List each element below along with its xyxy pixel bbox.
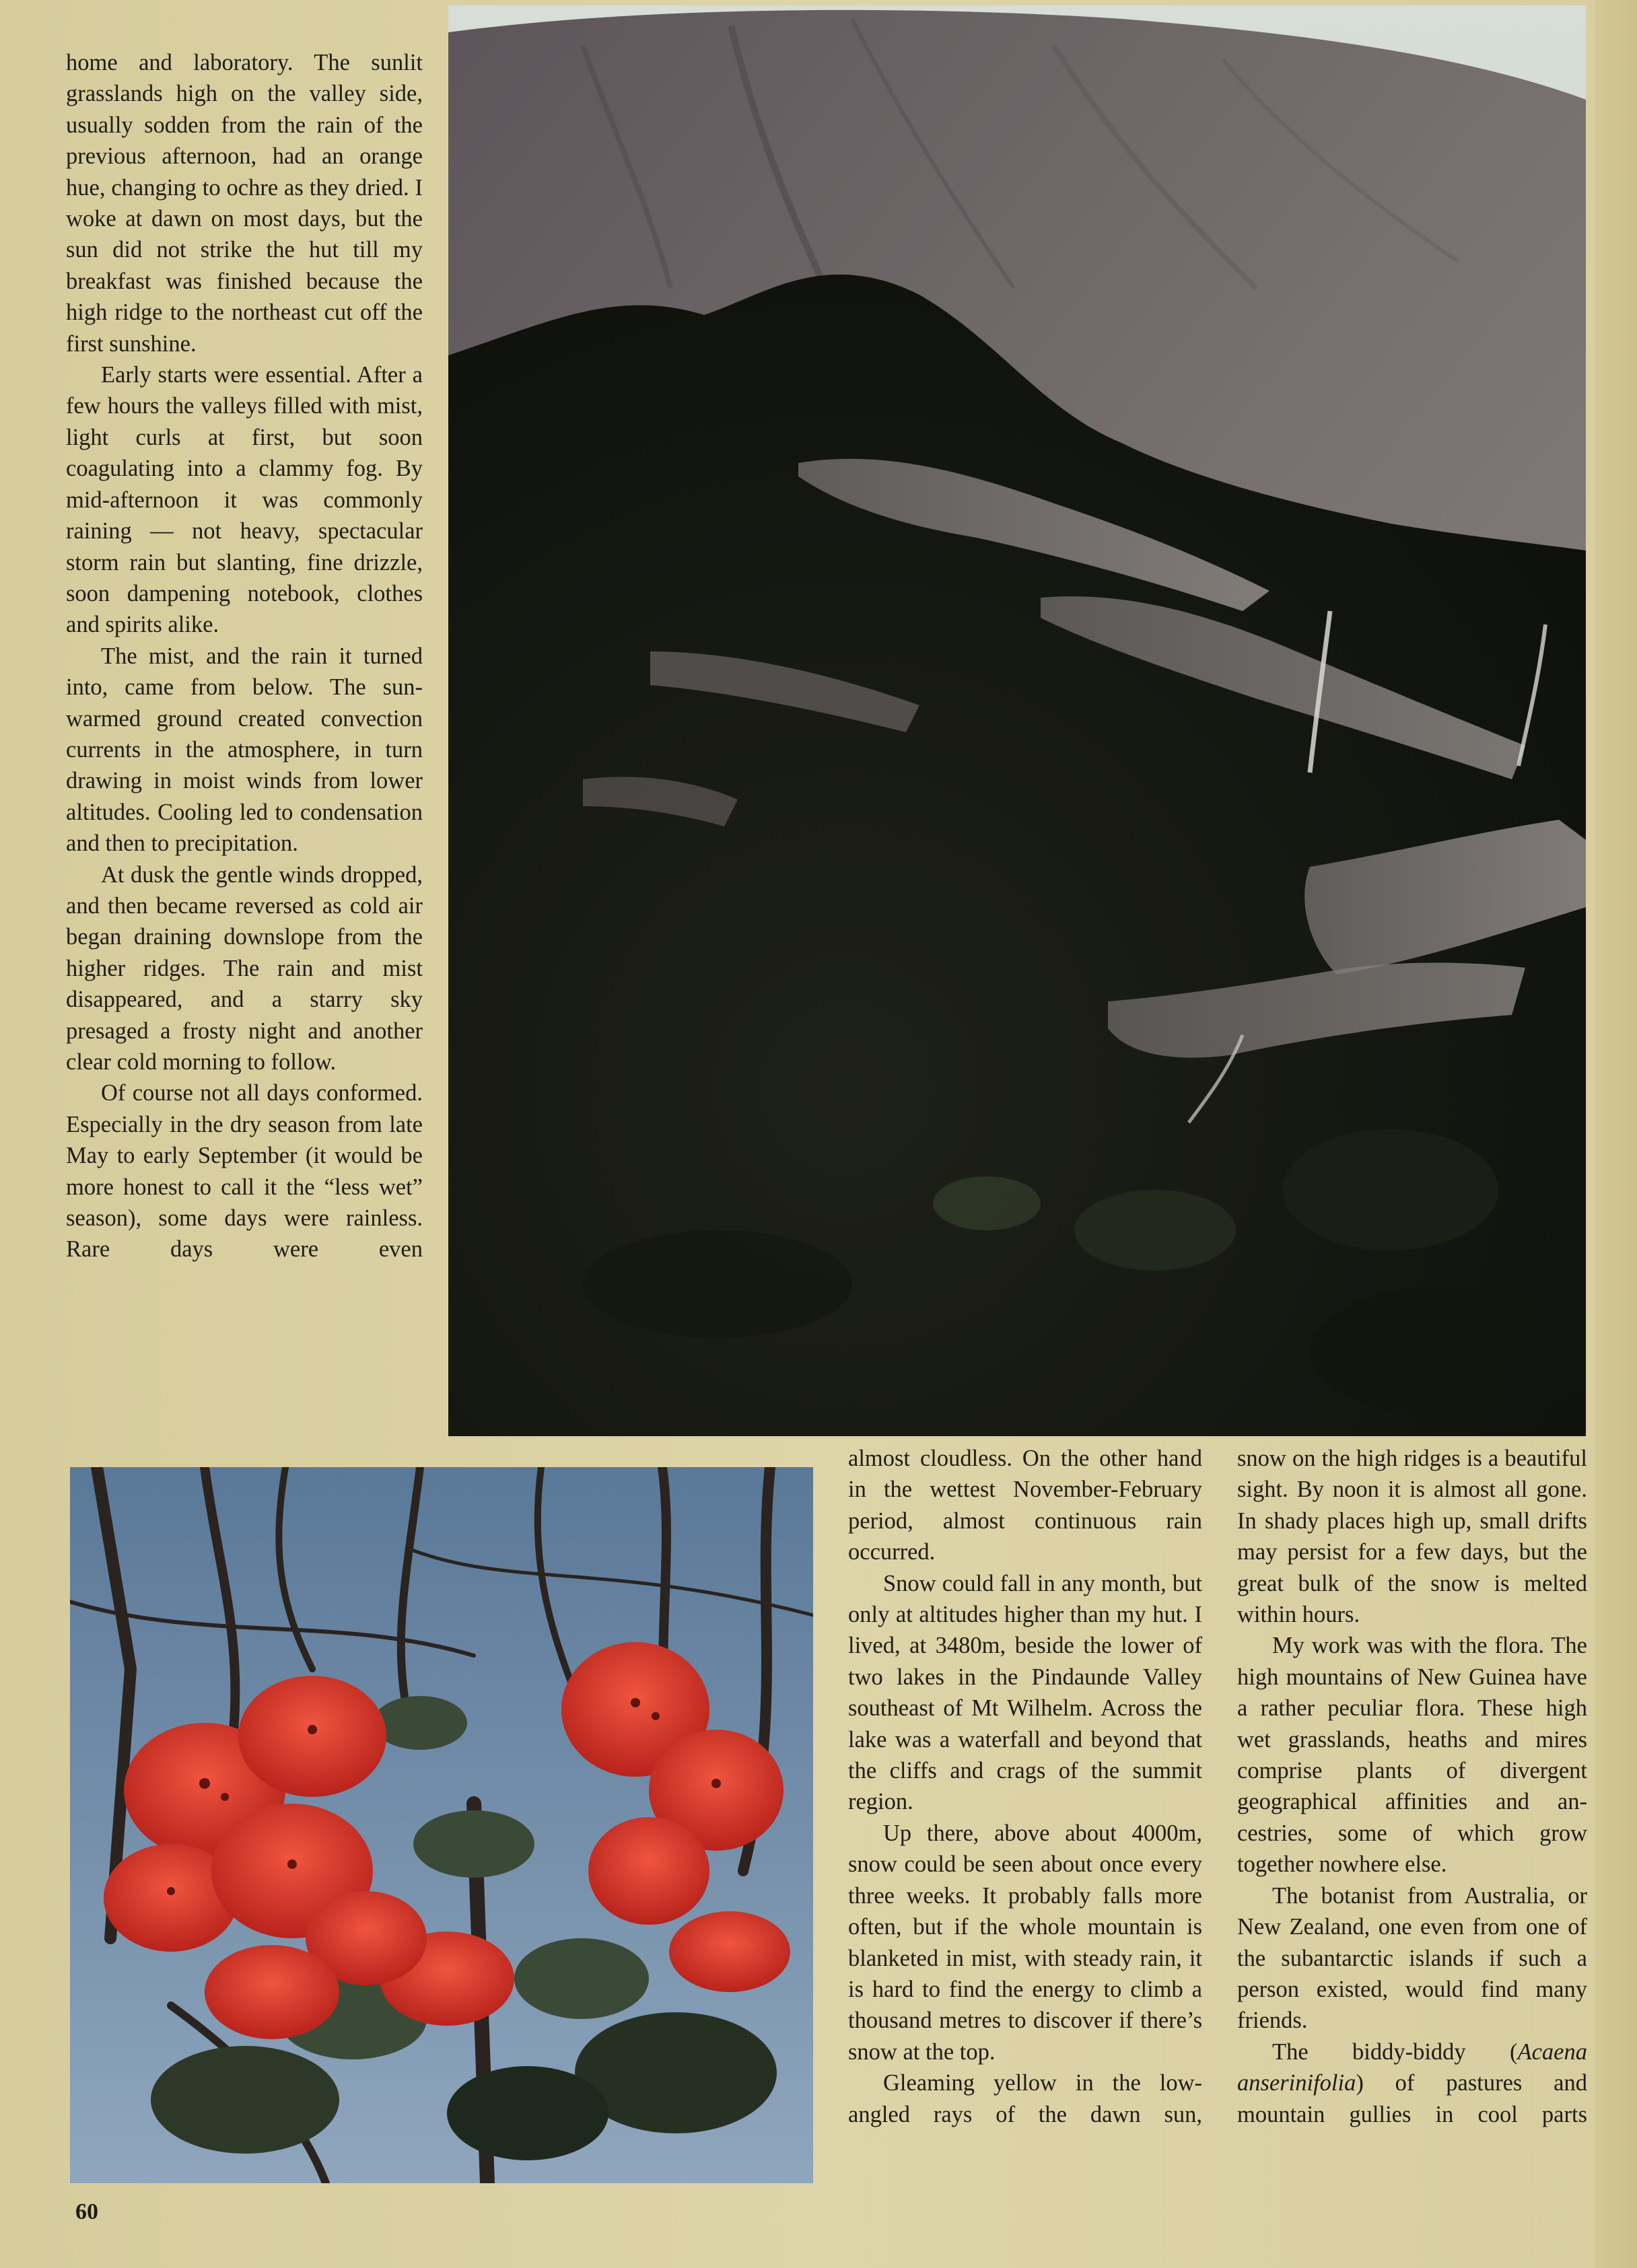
page-number: 60 bbox=[75, 2199, 98, 2224]
paragraph: home and laboratory. The sunlit grasslands high on the valley side, usually sodden from the rain of the previous afternoon, had an orange hue, changing to ochre as they dried. I woke at dawn on most days, but the sun did not strike the hut till my breakfast was finished because the high ridge to the northeast cut off the first sunshine. bbox=[66, 50, 423, 357]
page-edge bbox=[1595, 0, 1637, 2268]
paragraph: Gleaming yellow in the low-angled rays of the dawn sun, bbox=[848, 2070, 1202, 2127]
paragraph: The mist, and the rain it turned into, came from below. The sun-warmed ground created convection currents in the atmosphere, in turn drawing in moist winds from lower altitudes. Cooling led to condensation and then to precipitation. bbox=[66, 643, 423, 857]
paragraph: almost cloudless. On the other hand in the wettest November-February period, almost continuous rain occurred. bbox=[848, 1446, 1202, 1565]
paragraph: At dusk the gentle winds dropped, and then became reversed as cold air began draining downslope from the higher ridges. The rain and mist disappeared, and a starry sky presaged a frosty night and another clear cold morning to follow. bbox=[66, 861, 423, 1075]
paragraph: Early starts were essential. After a few hours the valleys filled with mist, light curls at first, but soon coagulating into a clammy fog. By mid-afternoon it was commonly raining — not heavy, spectacular storm rain but slanting, fine drizzle, soon dampening notebook, clothes and spirits alike. bbox=[66, 362, 423, 638]
paragraph: Up there, above about 4000m, snow could be seen about once every three weeks. It probably falls more often, but if the whole mountain is blanketed in mist, with steady rain, it is hard to find the energy to climb a thousand metres to discover if there’s snow at the top. bbox=[848, 1820, 1202, 2065]
paragraph: Of course not all days conformed. Especially in the dry season from late May to early September (it would be more honest to call it the “less wet” season), some days were rainless. Rare days were even bbox=[66, 1080, 423, 1263]
paragraph: snow on the high ridges is a beautiful sight. By noon it is almost all gone. In shady places high up, small drifts may persist for a few days, but the great bulk of the snow is melted within hours. bbox=[1237, 1446, 1587, 1628]
paragraph: The botanist from Australia, or New Zealand, one even from one of the subantarctic islands if such a person existed, would find many friends. bbox=[1237, 1882, 1587, 2034]
mountain-photo bbox=[448, 5, 1586, 1436]
paragraph: Snow could fall in any month, but only at altitudes higher than my hut. I lived, at 3480m, beside the lower of two lakes in the Pindaunde Valley southeast of Mt Wilhelm. Across the lake was a waterfall and beyond that the cliffs and crags of the summit region. bbox=[848, 1570, 1202, 1815]
paragraph: The biddy-biddy (Acaena anserinifolia) of pastures and mountain gullies in cool parts bbox=[1237, 2039, 1587, 2127]
text-column-right bbox=[1237, 1443, 1587, 2130]
paragraph: My work was with the flora. The high mountains of New Guinea have a rather peculiar flora. These high wet grasslands, heaths and mires comprise plants of divergent geographical affinities and ancestries, some of which grow together nowhere else. bbox=[1237, 1633, 1587, 1878]
rhododendron-photo bbox=[70, 1467, 813, 2183]
text-column-middle bbox=[848, 1443, 1202, 2130]
rhododendron-photo-image bbox=[70, 1467, 813, 2183]
mountain-photo-image bbox=[448, 5, 1586, 1436]
text-column-left bbox=[66, 47, 423, 1265]
species-name: Acaena anserinifolia bbox=[1237, 2039, 1587, 2096]
